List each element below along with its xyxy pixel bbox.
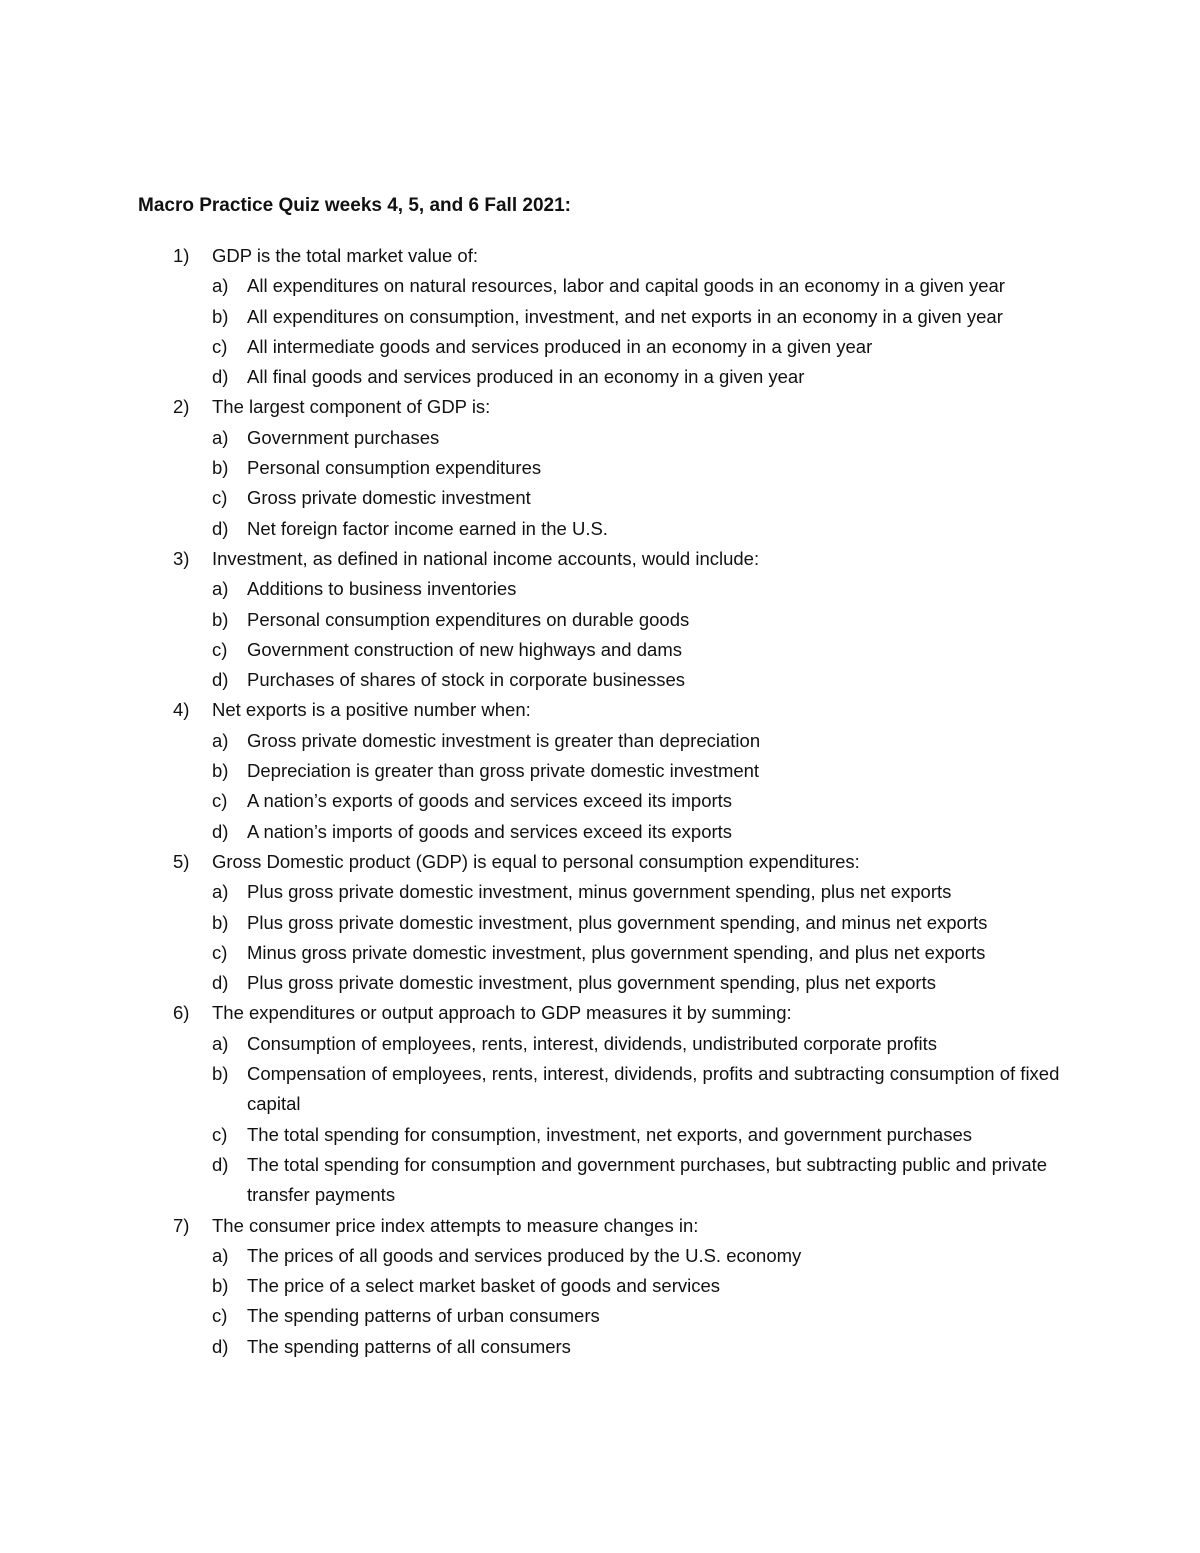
option-text: Government construction of new highways and dams bbox=[247, 638, 682, 660]
option-letter: a) bbox=[212, 275, 229, 297]
question-stem bbox=[138, 695, 1078, 725]
question-number: 2) bbox=[173, 396, 190, 418]
option-list bbox=[138, 423, 1078, 544]
option-letter: b) bbox=[212, 457, 229, 479]
option-d bbox=[138, 1332, 1078, 1362]
option-text: The spending patterns of all consumers bbox=[247, 1335, 571, 1357]
option-b bbox=[138, 1271, 1078, 1301]
option-letter: c) bbox=[212, 638, 228, 660]
question-number: 5) bbox=[173, 850, 190, 872]
option-d bbox=[138, 817, 1078, 847]
question-6 bbox=[138, 998, 1078, 1210]
option-letter: d) bbox=[212, 1335, 229, 1357]
question-text: Investment, as defined in national income accounts, would include: bbox=[212, 547, 760, 569]
option-letter: d) bbox=[212, 669, 229, 691]
option-list bbox=[138, 726, 1078, 847]
option-text: Gross private domestic investment is greater than depreciation bbox=[247, 729, 761, 751]
option-text: Plus gross private domestic investment, plus government spending, and minus net exports bbox=[247, 911, 988, 933]
option-c bbox=[138, 1120, 1078, 1150]
option-a bbox=[138, 574, 1078, 604]
question-number: 1) bbox=[173, 245, 190, 266]
question-text: The expenditures or output approach to GDP measures it by summing: bbox=[212, 1002, 792, 1024]
question-number: 4) bbox=[173, 699, 190, 721]
question-number: 3) bbox=[173, 547, 190, 569]
option-text: The prices of all goods and services produced by the U.S. economy bbox=[247, 1244, 802, 1266]
question-2 bbox=[138, 392, 1078, 543]
option-text: All expenditures on natural resources, labor and capital goods in an economy in a given year bbox=[247, 275, 1005, 297]
option-letter: b) bbox=[212, 1275, 229, 1297]
question-stem bbox=[138, 1211, 1078, 1241]
option-d bbox=[138, 665, 1078, 695]
option-text: Net foreign factor income earned in the U.S. bbox=[247, 517, 608, 539]
question-stem bbox=[138, 847, 1078, 877]
option-letter: c) bbox=[212, 790, 228, 812]
option-a bbox=[138, 423, 1078, 453]
option-letter: d) bbox=[212, 972, 229, 994]
option-text: A nation’s imports of goods and services exceed its exports bbox=[247, 820, 733, 842]
question-stem bbox=[138, 544, 1078, 574]
option-list bbox=[138, 1029, 1078, 1211]
option-text: Consumption of employees, rents, interest, dividends, undistributed corporate profits bbox=[247, 1032, 938, 1054]
option-letter: d) bbox=[212, 366, 229, 388]
option-letter: c) bbox=[212, 1123, 228, 1145]
option-c bbox=[138, 786, 1078, 816]
question-text: Gross Domestic product (GDP) is equal to personal consumption expenditures: bbox=[212, 850, 860, 872]
option-a bbox=[138, 877, 1078, 907]
option-text: Personal consumption expenditures bbox=[247, 457, 542, 479]
question-stem bbox=[138, 998, 1078, 1028]
option-letter: b) bbox=[212, 305, 229, 327]
option-text: Gross private domestic investment bbox=[247, 487, 531, 509]
option-letter: a) bbox=[212, 1244, 229, 1266]
option-d bbox=[138, 514, 1078, 544]
option-d bbox=[138, 362, 1078, 392]
option-b bbox=[138, 756, 1078, 786]
option-letter: b) bbox=[212, 608, 229, 630]
option-text: Personal consumption expenditures on durable goods bbox=[247, 608, 690, 630]
option-letter: b) bbox=[212, 1063, 229, 1085]
option-b bbox=[138, 1059, 1078, 1120]
question-number: 7) bbox=[173, 1214, 190, 1236]
question-1 bbox=[138, 241, 1078, 392]
question-stem bbox=[138, 392, 1078, 422]
option-c bbox=[138, 635, 1078, 665]
option-text: Plus gross private domestic investment, minus government spending, plus net exports bbox=[247, 881, 952, 903]
option-text: Compensation of employees, rents, interest, dividends, profits and subtracting consumption of fixed capital bbox=[247, 1063, 1060, 1115]
option-letter: c) bbox=[212, 1305, 228, 1327]
option-c bbox=[138, 938, 1078, 968]
option-text: All intermediate goods and services produced in an economy in a given year bbox=[247, 335, 873, 357]
option-letter: c) bbox=[212, 941, 228, 963]
option-letter: d) bbox=[212, 820, 229, 842]
option-a bbox=[138, 1241, 1078, 1271]
option-text: Additions to business inventories bbox=[247, 578, 517, 600]
option-a bbox=[138, 1029, 1078, 1059]
option-text: Plus gross private domestic investment, plus government spending, plus net exports bbox=[247, 972, 936, 994]
question-text: The largest component of GDP is: bbox=[212, 396, 491, 418]
option-letter: a) bbox=[212, 1032, 229, 1054]
option-list bbox=[138, 877, 1078, 998]
option-letter: b) bbox=[212, 911, 229, 933]
question-text: The consumer price index attempts to measure changes in: bbox=[212, 1214, 699, 1236]
option-letter: a) bbox=[212, 729, 229, 751]
option-list bbox=[138, 1241, 1078, 1362]
option-b bbox=[138, 605, 1078, 635]
option-d bbox=[138, 1150, 1078, 1211]
option-letter: b) bbox=[212, 760, 229, 782]
option-text: All expenditures on consumption, investment, and net exports in an economy in a given year bbox=[247, 305, 1003, 327]
question-text: Net exports is a positive number when: bbox=[212, 699, 531, 721]
quiz-title: Macro Practice Quiz weeks 4, 5, and 6 Fall 2021: bbox=[138, 195, 571, 216]
option-list bbox=[138, 271, 1078, 392]
question-4 bbox=[138, 695, 1078, 846]
option-c bbox=[138, 1301, 1078, 1331]
option-letter: c) bbox=[212, 335, 228, 357]
option-b bbox=[138, 908, 1078, 938]
question-stem bbox=[138, 241, 1078, 271]
option-c bbox=[138, 483, 1078, 513]
option-text: A nation’s exports of goods and services exceed its imports bbox=[247, 790, 733, 812]
option-text: All final goods and services produced in an economy in a given year bbox=[247, 366, 805, 388]
question-text: GDP is the total market value of: bbox=[212, 245, 478, 266]
option-text: The total spending for consumption, investment, net exports, and government purchases bbox=[247, 1123, 972, 1145]
option-text: Minus gross private domestic investment, plus government spending, and plus net exports bbox=[247, 941, 986, 963]
question-3 bbox=[138, 544, 1078, 695]
option-list bbox=[138, 574, 1078, 695]
question-number: 6) bbox=[173, 1002, 190, 1024]
question-5 bbox=[138, 847, 1078, 998]
option-c bbox=[138, 332, 1078, 362]
option-a bbox=[138, 271, 1078, 301]
option-letter: a) bbox=[212, 426, 229, 448]
option-letter: c) bbox=[212, 487, 228, 509]
question-7 bbox=[138, 1211, 1078, 1362]
option-b bbox=[138, 453, 1078, 483]
option-letter: a) bbox=[212, 578, 229, 600]
question-list bbox=[138, 241, 1078, 1362]
option-letter: d) bbox=[212, 517, 229, 539]
option-d bbox=[138, 968, 1078, 998]
option-text: Depreciation is greater than gross private domestic investment bbox=[247, 760, 760, 782]
option-b bbox=[138, 302, 1078, 332]
option-text: The price of a select market basket of goods and services bbox=[247, 1275, 721, 1297]
option-letter: a) bbox=[212, 881, 229, 903]
option-a bbox=[138, 726, 1078, 756]
option-letter: d) bbox=[212, 1153, 229, 1175]
option-text: Government purchases bbox=[247, 426, 440, 448]
option-text: Purchases of shares of stock in corporate businesses bbox=[247, 669, 686, 691]
option-text: The total spending for consumption and government purchases, but subtracting public and private transfer payments bbox=[247, 1153, 1048, 1206]
option-text: The spending patterns of urban consumers bbox=[247, 1305, 600, 1327]
